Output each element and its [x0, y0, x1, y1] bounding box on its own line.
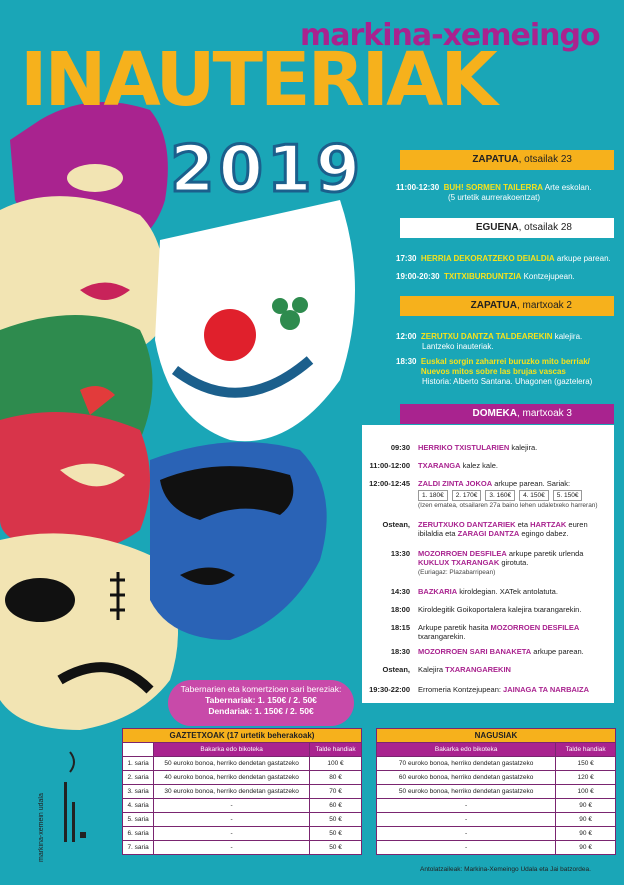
event	[396, 254, 614, 264]
table-cell: 6. saria	[123, 827, 154, 841]
table-row	[123, 785, 362, 799]
poster-title: INAUTERIAK	[20, 37, 495, 123]
table-row	[377, 799, 616, 813]
price-item: 4. 150€	[519, 490, 549, 501]
day-band-2	[400, 218, 614, 238]
event-desc-2: girotuta.	[499, 558, 529, 567]
event-title: BUH! SORMEN TAILERRA	[443, 183, 544, 192]
event-time: 14:30	[390, 587, 410, 596]
event-title: ZERUTXUKO DANTZARIEK	[418, 520, 516, 529]
table-cell: 5. saria	[123, 813, 154, 827]
table-cell: 100 €	[556, 785, 616, 799]
table-cell: 3. saria	[123, 785, 154, 799]
event-title: MOZORROEN DESFILEA	[418, 549, 507, 558]
event-time: 18:00	[390, 605, 410, 614]
column-header: Bakarka edo bikoteka	[154, 743, 310, 757]
day-name: EGUENA	[475, 222, 519, 233]
table-cell: 60 €	[310, 799, 362, 813]
event-desc: Arkupe paretik hasita	[418, 623, 491, 632]
sunday-schedule-panel	[362, 425, 614, 703]
town-hall-logo	[38, 742, 98, 862]
table-cell: -	[377, 813, 556, 827]
logo-mark-icon	[60, 742, 90, 862]
price-item: 3. 160€	[485, 490, 515, 501]
event-sub: Historia: Alberto Santana. Uhagonen (gaztelera)	[422, 377, 593, 386]
table-row	[123, 827, 362, 841]
event	[396, 183, 614, 203]
event-desc: Erromeria Kontzejupean:	[418, 685, 504, 694]
event-desc-3: egingo dabez.	[519, 529, 569, 538]
youth-prizes-table	[122, 728, 362, 855]
day-band-4	[400, 404, 614, 424]
adult-prizes-table	[376, 728, 616, 855]
logo-text: markina-xemein udala	[38, 793, 45, 862]
event	[396, 357, 614, 387]
table-cell: 70 euroko bonoa, herriko dendetan gastatzeko	[377, 757, 556, 771]
table-cell: 50 euroko bonoa, herriko dendetan gastatzeko	[377, 785, 556, 799]
event-desc-2: euren ibilaldia eta	[418, 520, 588, 538]
event-title: TXARANGA	[418, 461, 461, 470]
event-title-2: MOZORROEN DESFILEA	[490, 623, 580, 632]
event-title: ZALDI ZINTA JOKOA	[418, 479, 493, 488]
table-cell: 90 €	[556, 799, 616, 813]
event-sub: (Euriagaz: Plazabarripean)	[418, 569, 496, 576]
event-title: TXITXIBURDUNTZIA	[444, 272, 522, 281]
price-item: 5. 150€	[553, 490, 583, 501]
table-cell: -	[154, 827, 310, 841]
table-row	[377, 813, 616, 827]
event-desc: kalejira.	[509, 443, 538, 452]
event-time: Ostean,	[382, 665, 410, 674]
table-cell: 90 €	[556, 841, 616, 855]
table-cell: 90 €	[556, 827, 616, 841]
event-desc: arkupe parean.	[531, 647, 584, 656]
event-time: 19:00-20:30	[396, 272, 440, 281]
column-header: Talde handiak	[310, 743, 362, 757]
prize-shops: Dendariak: 1. 150€ / 2. 50€	[208, 706, 314, 716]
table-cell: -	[154, 841, 310, 855]
brand-text: markina-xemeingo	[300, 18, 600, 53]
day-band-3	[400, 296, 614, 316]
special-prizes-badge	[168, 680, 354, 726]
event-title-2: TXARANGAREKIN	[445, 665, 511, 674]
event-time: 09:30	[390, 443, 410, 452]
day-name: ZAPATUA	[470, 300, 517, 311]
prices-note: (Izen ematea, otsailaren 27a baino lehen udaletxeko harreran)	[418, 502, 598, 509]
event-sub: (5 urtetik aurrerakoentzat)	[448, 193, 541, 202]
event	[396, 332, 614, 352]
event-time: 18:30	[396, 357, 417, 366]
day-date: , martxoak 2	[516, 300, 572, 311]
table-cell: -	[377, 799, 556, 813]
table-cell: 120 €	[556, 771, 616, 785]
table-cell: 50 €	[310, 841, 362, 855]
event-title: ZERUTXU DANTZA TALDEAREKIN	[420, 332, 553, 341]
day-name: DOMEKA	[472, 408, 517, 419]
table-cell: 7. saria	[123, 841, 154, 855]
table-row	[123, 757, 362, 771]
event	[396, 272, 614, 282]
table-cell: 4. saria	[123, 799, 154, 813]
column-header: Bakarka edo bikoteka	[377, 743, 556, 757]
event-desc: arkupe paretik urlenda	[506, 549, 584, 558]
prize-bars: Tabernariak: 1. 150€ / 2. 50€	[205, 695, 317, 705]
table-row	[377, 827, 616, 841]
table-caption: NAGUSIAK	[377, 729, 616, 743]
table-caption: GAZTETXOAK (17 urtetik beherakoak)	[123, 729, 362, 743]
table-cell: 2. saria	[123, 771, 154, 785]
event-desc: kalez kale.	[460, 461, 499, 470]
table-cell: 60 euroko bonoa, herriko dendetan gastatzeko	[377, 771, 556, 785]
table-cell: 40 euroko bonoa, herriko dendetan gastatzeko	[154, 771, 310, 785]
table-cell: 90 €	[556, 813, 616, 827]
table-cell: 150 €	[556, 757, 616, 771]
organizers-credit: Antolatzaileak: Markina-Xemeingo Udala eta Jai batzordea.	[420, 866, 591, 873]
table-row	[377, 757, 616, 771]
table-row	[377, 841, 616, 855]
event-desc-2: txarangarekin.	[418, 632, 466, 641]
event-time: 13:30	[390, 549, 410, 558]
table-row	[377, 785, 616, 799]
table-cell: 80 €	[310, 771, 362, 785]
prizes-tables	[122, 728, 616, 860]
table-cell: 50 euroko bonoa, herriko dendetan gastatzeko	[154, 757, 310, 771]
table-cell: -	[154, 813, 310, 827]
event-title: HERRIKO TXISTULARIEN	[418, 443, 510, 452]
day-band-1	[400, 150, 614, 170]
event-desc: Kontzejupean.	[521, 272, 575, 281]
day-date: , otsailak 28	[518, 222, 572, 233]
event-title: BAZKARIA	[418, 587, 458, 596]
event-title-2: HARTZAK	[530, 520, 567, 529]
event-desc: kalejira.	[552, 332, 583, 341]
table-cell: 1. saria	[123, 757, 154, 771]
event-time: 12:00-12:45	[369, 479, 410, 488]
prize-list	[418, 490, 614, 501]
event-title: HERRIA DEKORATZEKO DEIALDIA	[420, 254, 555, 263]
event-time: 19:30-22:00	[369, 685, 410, 694]
event-time: 12:00	[396, 332, 417, 341]
event-time: 18:15	[390, 623, 410, 632]
table-cell: 100 €	[310, 757, 362, 771]
table-row	[123, 771, 362, 785]
price-item: 2. 170€	[452, 490, 482, 501]
poster-year: 2019	[170, 133, 365, 207]
table-cell: 70 €	[310, 785, 362, 799]
event-title-2: KUKLUX TXARANGAK	[418, 558, 500, 567]
event-title: MOZORROEN SARI BANAKETA	[418, 647, 532, 656]
prize-heading: Tabernarien eta komertzioen sari bereziak:	[180, 684, 342, 694]
day-date: , otsailak 23	[518, 154, 572, 165]
table-cell: 30 euroko bonoa, herriko dendetan gastatzeko	[154, 785, 310, 799]
price-item: 1. 180€	[418, 490, 448, 501]
event-time: 11:00-12:30	[396, 183, 440, 192]
event-desc: arkupe parean.	[554, 254, 611, 263]
table-row	[377, 771, 616, 785]
table-row	[123, 799, 362, 813]
table-row	[123, 813, 362, 827]
event-title: Euskal sorgin zaharrei buruzko mito berriak/ Nuevos mitos sobre las brujas vascas	[420, 357, 590, 376]
column-header: Talde handiak	[556, 743, 616, 757]
event-time: 18:30	[390, 647, 410, 656]
event-title-2: JAINAGA TA NARBAIZA	[503, 685, 590, 694]
event-desc: Arte eskolan.	[543, 183, 592, 192]
event-desc: Kalejira	[418, 665, 446, 674]
event-time: Ostean,	[382, 520, 410, 529]
event-desc: Kiroldegitik Goikoportalera kalejira txarangarekin.	[418, 605, 582, 614]
day-name: ZAPATUA	[472, 154, 519, 165]
table-row	[123, 841, 362, 855]
day-date: , martxoak 3	[516, 408, 572, 419]
table-cell: -	[377, 827, 556, 841]
table-cell: -	[377, 841, 556, 855]
event-sub: Lantzeko inauteriak.	[422, 342, 494, 351]
event-desc: kiroldegian. XATek antolatuta.	[457, 587, 558, 596]
table-cell: 50 €	[310, 813, 362, 827]
event-desc: eta	[515, 520, 531, 529]
event-time: 11:00-12:00	[369, 461, 410, 470]
event-desc: arkupe parean. Sariak:	[492, 479, 571, 488]
table-cell: -	[154, 799, 310, 813]
event-time: 17:30	[396, 254, 417, 263]
event-title-3: ZARAGI DANTZA	[457, 529, 520, 538]
table-cell: 50 €	[310, 827, 362, 841]
